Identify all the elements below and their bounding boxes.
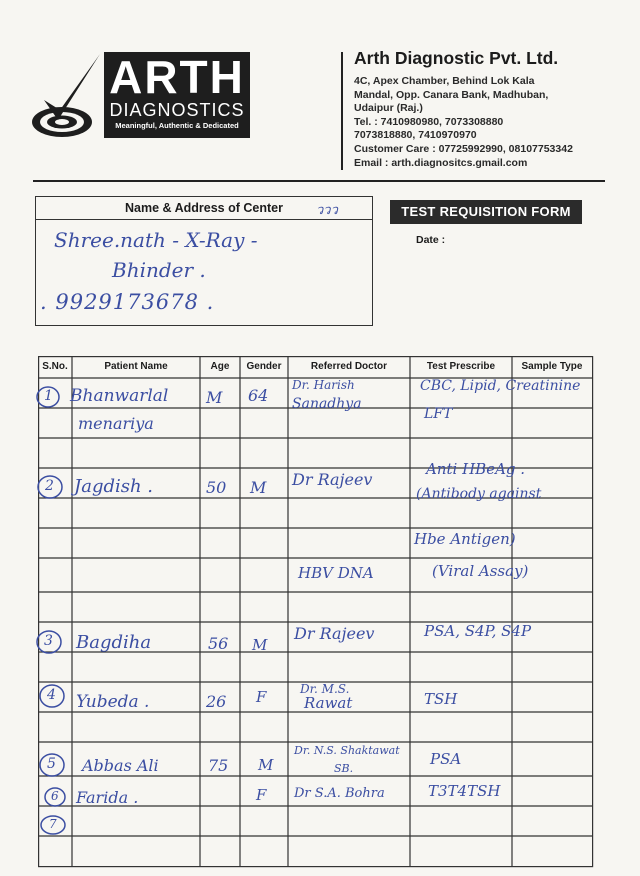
test-prescribed-cont: LFT [424,406,453,422]
col-header-sno: S.No. [42,361,68,372]
col-header-age: Age [210,361,230,372]
patient-age: 75 [208,756,229,775]
test-prescribed: CBC, Lipid, Creatinine [420,378,581,394]
test-prescribed: Anti HBeAg . [426,460,526,478]
center-phone-line: . 9929173678 . [40,290,215,314]
logo-brand-text: ARTH [109,51,245,103]
serial-number: 5 [47,756,56,772]
phone-line: 7073818880, 7410970970 [354,129,477,142]
col-header-gender: Gender [246,361,282,372]
email-line: Email : arth.diagnositcs.gmail.com [354,156,528,169]
logo-tagline: Meaningful, Authentic & Dedicated [115,121,239,130]
patient-age: M [206,388,223,407]
test-prescribed-cont: (Antibody against [416,486,542,502]
referred-doctor-cont: HBV DNA [298,564,374,582]
col-header-test-prescribe: Test Prescribe [426,361,496,372]
patient-name: Abbas Ali [82,756,159,775]
test-prescribed-cont: Hbe Antigen) [414,530,516,548]
center-box-title: Name & Address of Center [36,197,372,220]
patient-gender: M [252,636,268,654]
address-line: Udaipur (Raj.) [354,102,423,115]
patient-name-cont: menariya [78,414,154,433]
referred-doctor: Dr Rajeev [292,470,373,489]
address-line: Mandal, Opp. Canara Bank, Madhuban, [354,88,549,101]
patient-age: 26 [206,692,227,711]
patient-gender: 64 [248,386,269,405]
date-label: Date : [416,234,446,246]
test-prescribed: TSH [424,690,458,708]
referred-doctor: Dr Rajeev [294,624,375,643]
test-prescribed: PSA, S4P, S4P [424,622,532,640]
test-prescribed-cont: (Viral Assay) [432,562,529,580]
center-box-mark: ววว [316,203,338,218]
patient-name: Jagdish . [74,476,154,497]
referred-doctor-cont: SB. [334,762,354,775]
referred-doctor: Dr. N.S. Shaktawat [294,744,400,757]
serial-number: 7 [49,817,57,831]
center-place-line: Bhinder . [112,258,206,282]
patient-name: Bhanwarlal [70,386,169,406]
referred-doctor-cont: Sanadhya [292,396,362,412]
col-header-referred-doctor: Referred Doctor [310,361,388,372]
customer-care-line: Customer Care : 07725992990, 08107753342 [354,142,573,155]
patient-age: 56 [208,634,229,653]
patient-gender: M [250,478,267,497]
referred-doctor: Dr. M.S. [300,682,350,696]
referred-doctor-cont: Rawat [304,694,353,712]
serial-number: 2 [45,478,54,494]
patient-gender: F [256,786,267,804]
serial-number: 3 [44,633,53,649]
center-name-line: Shree.nath - X-Ray - [54,228,258,252]
referred-doctor: Dr. Harish [292,378,355,392]
patient-name: Farida . [76,788,139,807]
patient-gender: M [258,756,274,774]
form-title-badge: TEST REQUISITION FORM [390,200,582,224]
test-prescribed: PSA [430,750,462,768]
serial-number: 4 [47,687,56,703]
col-header-sample-type: Sample Type [521,361,583,372]
serial-number: 1 [44,388,53,404]
patient-gender: F [256,688,267,706]
col-header-patient-name: Patient Name [104,361,168,372]
patient-age: 50 [206,478,227,497]
logo-sub-text: DIAGNOSTICS [109,100,245,120]
phone-line: Tel. : 7410980980, 7073308880 [354,115,504,128]
test-prescribed: T3T4TSH [428,782,501,800]
address-line: 4C, Apex Chamber, Behind Lok Kala [354,75,535,87]
patient-name: Yubeda . [76,692,150,712]
patient-name: Bagdiha [76,632,152,653]
referred-doctor: Dr S.A. Bohra [294,786,385,801]
serial-number: 6 [51,789,59,803]
company-name: Arth Diagnostic Pvt. Ltd. [354,48,559,68]
